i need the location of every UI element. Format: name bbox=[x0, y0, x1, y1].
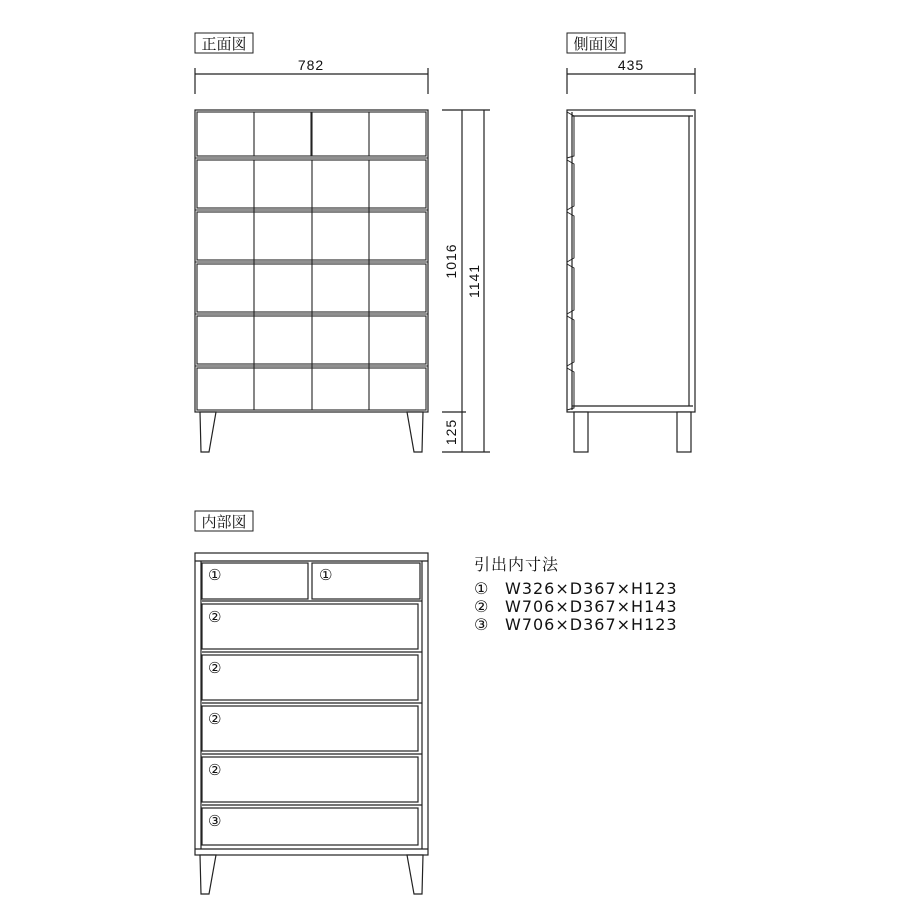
side-depth-dimension: 435 bbox=[617, 57, 645, 73]
front-left-leg bbox=[200, 412, 216, 452]
spec-dimensions: W326×D367×H123 bbox=[505, 579, 678, 598]
spec-marker: ① bbox=[474, 579, 490, 598]
drawer-marker: ② bbox=[208, 659, 222, 677]
spec-dimensions: W706×D367×H143 bbox=[505, 597, 678, 616]
drawer-marker: ② bbox=[208, 608, 222, 626]
drawer-marker: ① bbox=[208, 566, 222, 584]
front-width-dimension: 782 bbox=[297, 57, 325, 73]
interior-view-label: 内部図 bbox=[201, 513, 247, 531]
drawer-specs bbox=[474, 555, 678, 634]
front-body-height-dimension: 1016 bbox=[443, 243, 459, 279]
spec-dimensions: W706×D367×H123 bbox=[505, 615, 678, 634]
interior-view bbox=[195, 511, 428, 894]
side-view bbox=[567, 33, 695, 452]
drawer-marker: ② bbox=[208, 710, 222, 728]
front-total-height-dimension: 1141 bbox=[466, 263, 482, 299]
drawer-marker: ③ bbox=[208, 812, 222, 830]
drawer-specs-title: 引出内寸法 bbox=[474, 555, 560, 574]
side-view-label: 側面図 bbox=[573, 35, 619, 53]
front-view-label: 正面図 bbox=[201, 35, 247, 53]
side-front-leg bbox=[574, 412, 588, 452]
drawer-marker: ① bbox=[319, 566, 333, 584]
drawer-marker: ② bbox=[208, 761, 222, 779]
side-cabinet-body bbox=[567, 110, 695, 412]
side-back-leg bbox=[677, 412, 691, 452]
spec-marker: ② bbox=[474, 597, 490, 616]
front-leg-height-dimension: 125 bbox=[443, 418, 459, 446]
front-right-leg bbox=[407, 412, 423, 452]
spec-marker: ③ bbox=[474, 615, 490, 634]
interior-left-leg bbox=[200, 855, 216, 894]
interior-right-leg bbox=[407, 855, 423, 894]
front-view bbox=[195, 33, 490, 452]
